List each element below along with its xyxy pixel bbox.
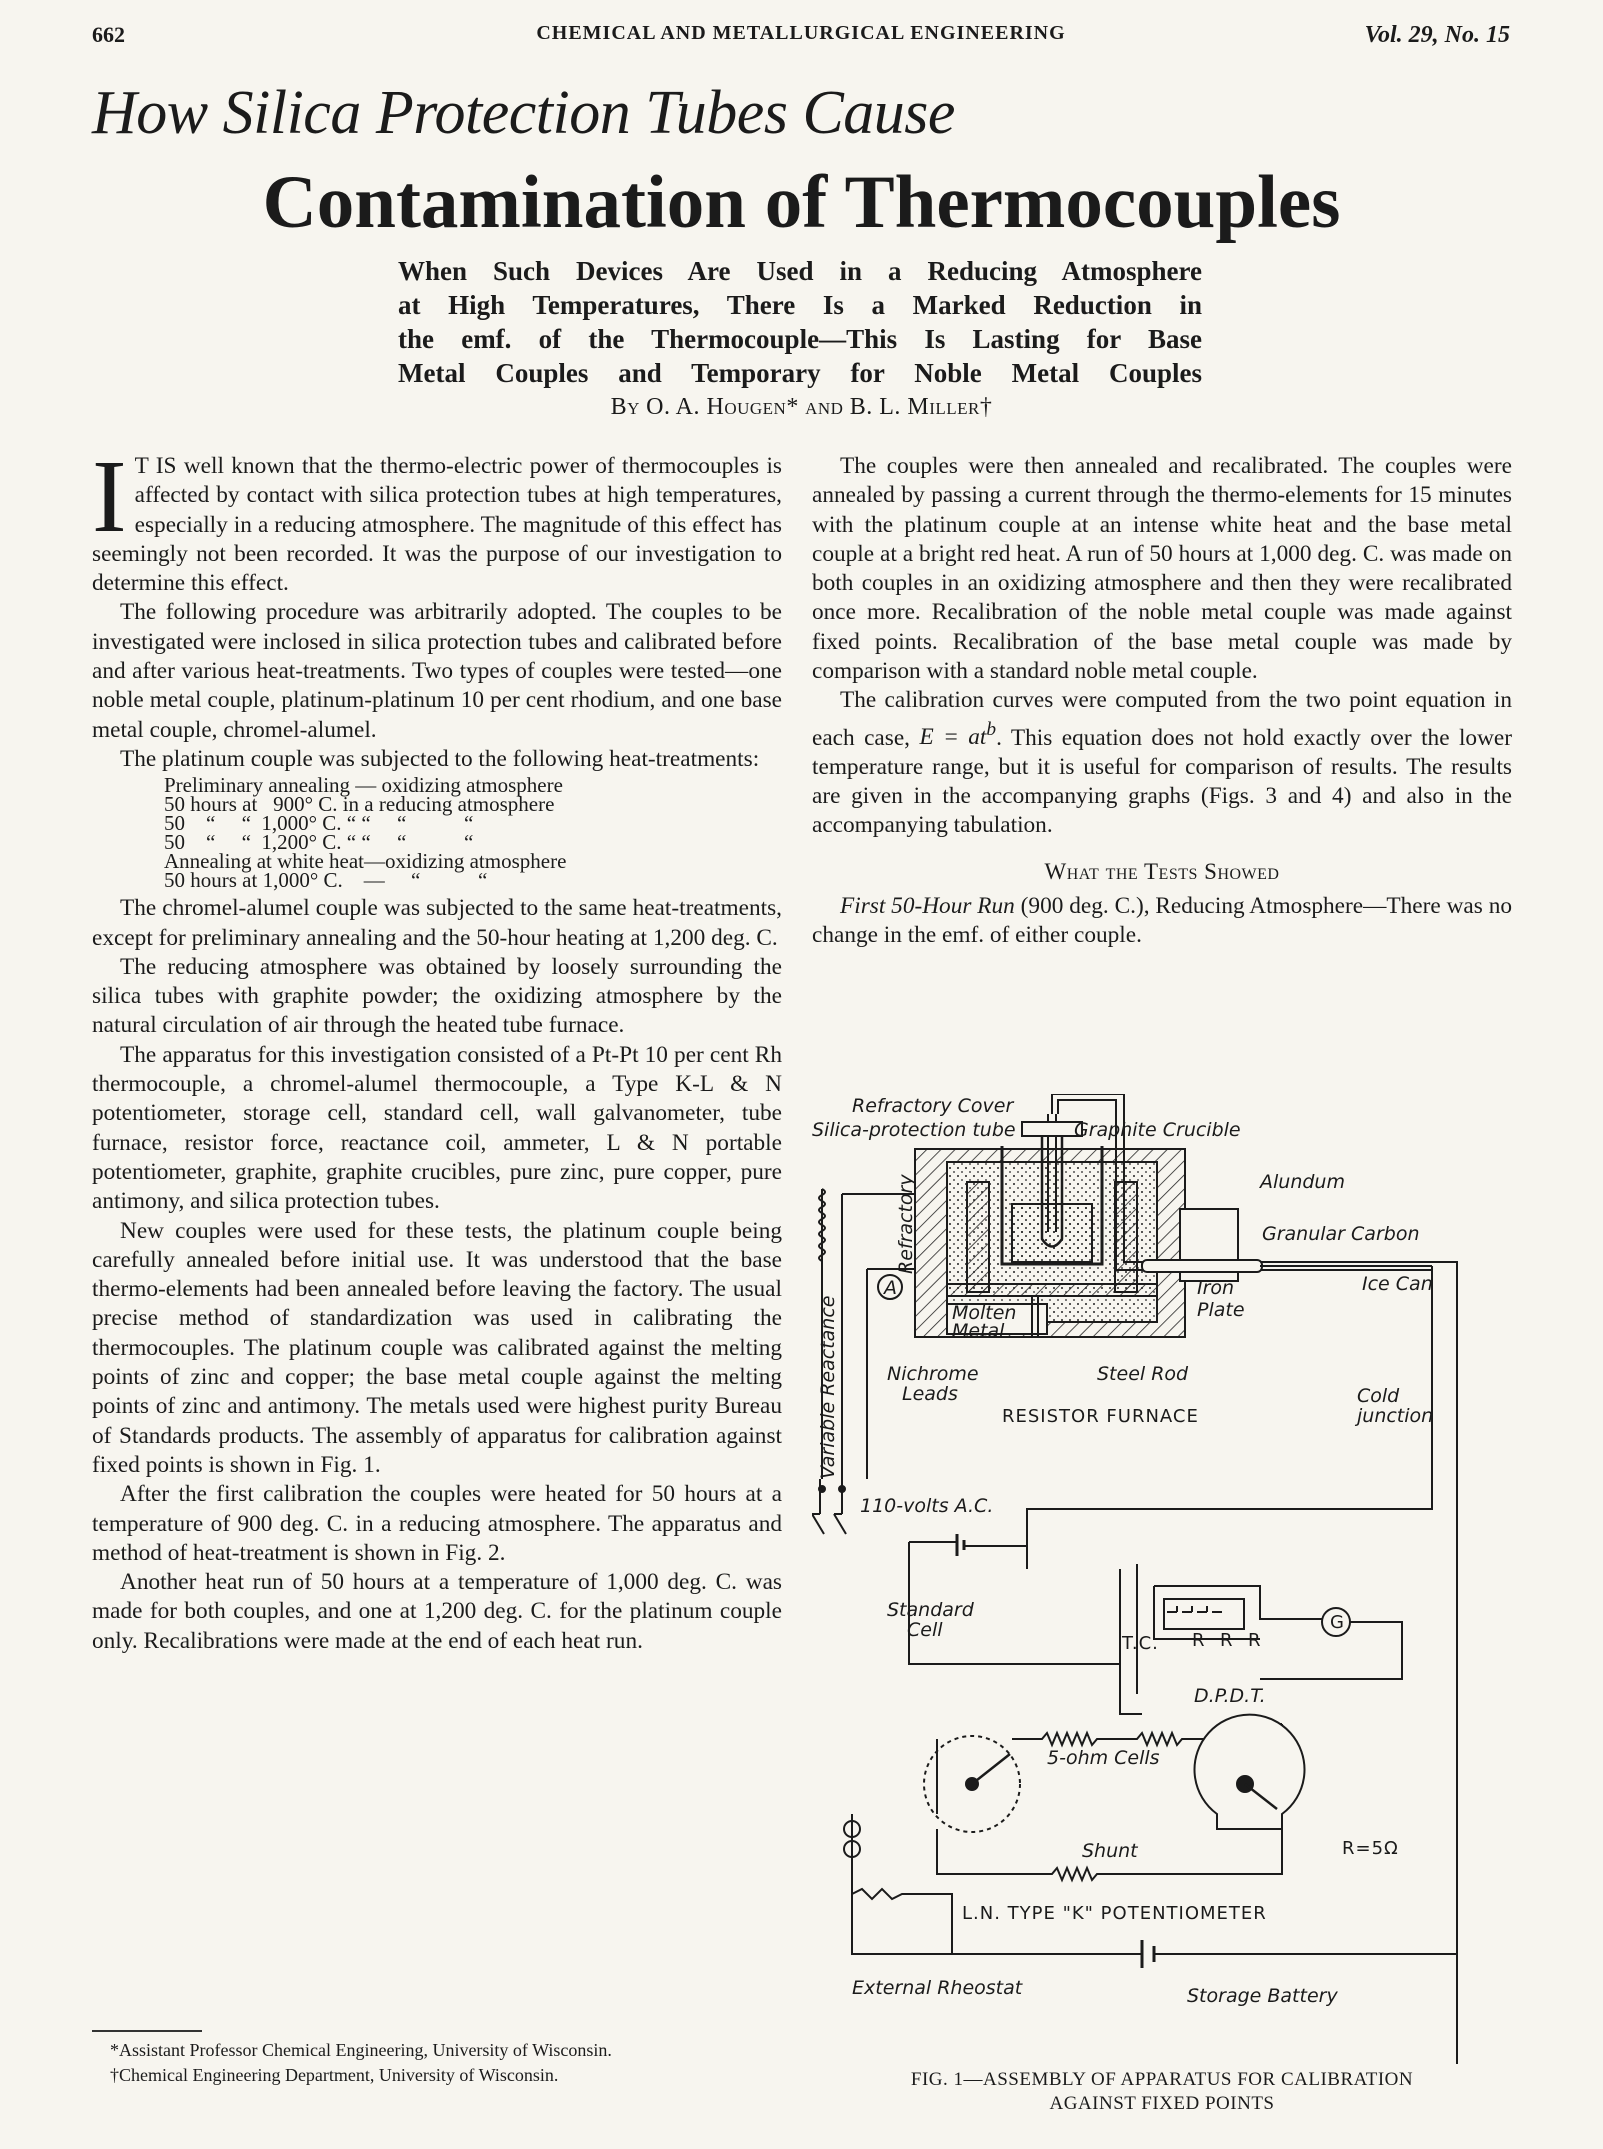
paragraph-5: The reducing atmosphere was obtained by loosely surrounding the silica tubes with graphite powder; the oxidizing atmosphere by the natural circulation of air through the heated tube furnace. [92, 953, 782, 1039]
apparatus-diagram [812, 1094, 1512, 2064]
deck-line: at High Temperatures, There Is a Marked Reduction in [398, 290, 1202, 320]
equation-exponent: b [986, 719, 997, 741]
label-variable-reactance: Variable Reactance [817, 1295, 839, 1479]
label-shunt: Shunt [1082, 1840, 1138, 1862]
caption-line-2: AGAINST FIXED POINTS [1049, 2093, 1275, 2114]
label-refractory-cover: Refractory Cover [852, 1095, 1014, 1117]
p2-before: The calibration curves were computed from the two point equation in each case, [812, 687, 1512, 751]
footnote-rule [92, 2030, 202, 2032]
byline [0, 394, 1603, 421]
label-tc: T.C. [1122, 1633, 1159, 1654]
deck-line: Metal Couples and Temporary for Noble Metal Couples [398, 358, 1202, 388]
label-steel-rod: Steel Rod [1097, 1363, 1189, 1385]
paragraph-3: The platinum couple was subjected to the following heat-treatments: [120, 745, 760, 772]
author-1: O. A. Hougen* [646, 394, 799, 420]
footnote-1: *Assistant Professor Chemical Engineering, University of Wisconsin. [110, 2040, 612, 2060]
title-line-1: How Silica Protection Tubes Cause [92, 79, 955, 147]
label-iron-plate-2: Plate [1197, 1299, 1245, 1321]
label-potentiometer: L.N. TYPE "K" POTENTIOMETER [962, 1903, 1267, 1924]
label-graphite-crucible: Graphite Crucible [1074, 1119, 1241, 1141]
label-r5: R=5Ω [1342, 1838, 1399, 1859]
label-dpdt: D.P.D.T. [1194, 1685, 1266, 1707]
dpdt-switch [1164, 1599, 1244, 1629]
paragraph-6: The apparatus for this investigation consisted of a Pt-Pt 10 per cent Rh thermocouple, a chromel-alumel thermocouple, a Type K-L & N potentiometer, storage cell, standard cell, wall galvanometer, tube furnace, resistor force, reactance coil, ammeter, L & N portable potentiometer, graphite, graphite crucibles, pure zinc, pure copper, pure antimony, and silica protection tubes. [92, 1041, 782, 1215]
equation: $E = at^b$ [919, 719, 997, 751]
author-2: B. L. Miller† [849, 394, 993, 420]
label-five-ohm: 5-ohm Cells [1047, 1747, 1160, 1769]
paragraph-8: After the first calibration the couples were heated for 50 hours at a temperature of 900 deg. C. in a reducing atmosphere. The apparatus and method of heat-treatment is shown in Fig. 2. [92, 1481, 782, 1566]
label-ice-can: Ice Can [1362, 1273, 1433, 1295]
refractory-cover [1022, 1122, 1082, 1136]
caption-line-1: FIG. 1—ASSEMBLY OF APPARATUS FOR CALIBRATION [910, 2069, 1414, 2090]
label-molten-metal-2: Metal [952, 1320, 1005, 1342]
label-cold-junction-1: Cold [1357, 1385, 1400, 1407]
byline-by: By [610, 394, 640, 420]
label-standard-cell-1: Standard [887, 1599, 974, 1621]
label-nichrome-1: Nichrome [887, 1363, 979, 1385]
label-granular-carbon: Granular Carbon [1262, 1223, 1420, 1245]
right-paragraph-1: The couples were then annealed and recalibrated. The couples were annealed by passing a current through the thermo-elements for 15 minutes with the platinum couple at an intense white heat and the base metal couple at a bright red heat. A run of 50 hours at 1,000 deg. C. was made on both couples in an oxidizing atmosphere and then they were recalibrated once more. Recalibration of the noble metal couple was made against fixed points. Recalibration of the base metal couple was made by comparison with a standard noble metal couple. [812, 453, 1512, 685]
label-ammeter: A [884, 1277, 897, 1299]
footnotes [92, 2040, 782, 2090]
volume-number: Vol. 29, No. 15 [1364, 22, 1510, 48]
label-alundum: Alundum [1260, 1171, 1345, 1193]
deck-line: When Such Devices Are Used in a Reducing Atmosphere [398, 256, 1202, 286]
figure-caption [812, 2068, 1512, 2116]
label-resistor-furnace: RESISTOR FURNACE [1002, 1406, 1199, 1427]
heat-treatment-item: 50 hours at 1,000° C. — “ “ [164, 868, 488, 893]
heat-treatment-item: Preliminary annealing — oxidizing atmosphere [164, 773, 563, 798]
journal-name: CHEMICAL AND METALLURGICAL ENGINEERING [536, 22, 1066, 44]
label-iron-plate-1: Iron [1197, 1277, 1235, 1299]
label-refractory: Refractory [895, 1174, 917, 1274]
byline-and: and [805, 394, 844, 420]
label-storage-battery: Storage Battery [1187, 1985, 1338, 2007]
label-cold-junction-2: junction [1357, 1405, 1434, 1427]
left-column [92, 439, 782, 1656]
label-silica-tube: Silica-protection tube [812, 1119, 1016, 1141]
heat-treatment-item: Annealing at white heat—oxidizing atmosphere [164, 849, 567, 874]
label-voltage: 110-volts A.C. [860, 1495, 994, 1517]
paragraph-9: Another heat run of 50 hours at a temperature of 1,000 deg. C. was made for both couples, and one at 1,200 deg. C. for the platinum couple only. Recalibrations were made at the end of each heat run. [92, 1569, 782, 1654]
label-nichrome-2: Leads [902, 1383, 958, 1405]
paragraph-7: New couples were used for these tests, the platinum couple being carefully annealed before initial use. It was understood that the base thermo-elements had been annealed before leaving the factory. The usual precise method of standardization was used in calibrating the thermocouples. The platinum couple was calibrated against the melting points of zinc and copper; the base metal couple against the melting points of zinc and antimony. The metals used were highest purity Bureau of Standards products. The assembly of apparatus for calibration against fixed points is shown in Fig. 1. [92, 1217, 782, 1478]
right-column [812, 452, 1512, 951]
heat-treatment-item: 50 hours at 900° C. in a reducing atmosphere [164, 792, 555, 817]
run-body: (900 deg. C.), Reducing Atmosphere—There was no change in the emf. of either couple. [812, 892, 1512, 949]
label-r2: R [1220, 1630, 1234, 1651]
run-heading: First 50-Hour Run [840, 892, 1015, 919]
paragraph-1-text: T IS well known that the thermo-electric power of thermocouples is affected by contact with silica protection tubes at high temperatures, especially in a reducing atmosphere. The magnitude of this effect has seemingly not been recorded. It was the purpose of our investigation to determine this effect. [92, 453, 782, 597]
deck-subtitle [398, 254, 1202, 390]
running-header [92, 22, 1510, 52]
label-r3: R [1248, 1630, 1262, 1651]
label-r1: R [1192, 1630, 1206, 1651]
deck-line: the emf. of the Thermocouple—This Is Lasting for Base [398, 324, 1202, 354]
label-molten-metal-1: Molten [952, 1302, 1017, 1324]
paragraph-2: The following procedure was arbitrarily adopted. The couples to be investigated were inclosed in silica protection tubes and calibrated before and after various heat-treatments. Two types of couples were tested—one noble metal couple, platinum-platinum 10 per cent rhodium, and one base metal couple, chromel-alumel. [92, 599, 782, 743]
paragraph-4: The chromel-alumel couple was subjected to the same heat-treatments, except for preliminary annealing and the 50-hour heating at 1,200 deg. C. [92, 895, 782, 951]
right-paragraph-2 [812, 686, 1512, 840]
drop-cap: I [92, 439, 127, 554]
label-galvanometer: G [1330, 1612, 1345, 1633]
heat-treatment-item: 50 “ “ 1,200° C. “ “ “ “ [164, 830, 474, 855]
page-number: 662 [92, 22, 125, 47]
p2-after: . This equation does not hold exactly over the lower temperature range, but it is useful for comparison of results. The results are given in the accompanying graphs (Figs. 3 and 4) and also in the accompanying tabulation. [812, 724, 1512, 839]
section-heading: What the Tests Showed [1044, 858, 1280, 884]
title-line-2: Contamination of Thermocouples [262, 161, 1341, 244]
label-external-rheostat: External Rheostat [852, 1977, 1023, 1999]
heat-treatment-list [164, 773, 782, 893]
label-standard-cell-2: Cell [907, 1619, 943, 1641]
right-paragraph-3 [812, 892, 1512, 951]
figure-1 [812, 1094, 1512, 2094]
paragraph-1 [92, 439, 782, 598]
heat-treatment-item: 50 “ “ 1,000° C. “ “ “ “ [164, 811, 474, 836]
footnote-2: †Chemical Engineering Department, University of Wisconsin. [110, 2065, 559, 2085]
